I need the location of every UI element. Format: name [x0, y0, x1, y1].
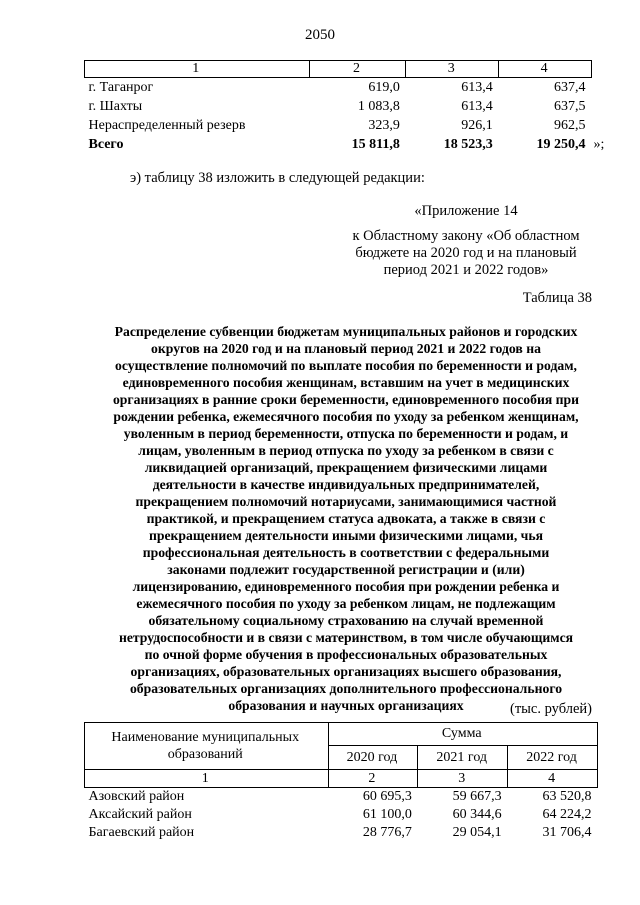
amount-2020: 60 695,3	[362, 789, 412, 804]
municipality-name: Аксайский район	[88, 807, 192, 822]
table-header-row	[85, 723, 598, 746]
amount-2021: 613,4	[461, 80, 493, 95]
column-number: 2	[328, 770, 418, 788]
units-label: (тыс. рублей)	[510, 701, 592, 717]
total-2022-value: 19 250,4	[536, 137, 586, 152]
total-2021: 18 523,3	[443, 137, 493, 152]
title-line: Распределение субвенции бюджетам муниципальных районов и городских	[114, 324, 578, 339]
amount-2021: 926,1	[461, 118, 493, 133]
title-line: прекращением деятельности иными физическими лицами, чья	[148, 528, 544, 543]
title-line: единовременного пособия женщинам, вставшим на учет в медицинских	[122, 375, 570, 390]
title-line: обязательному социальному страхованию на случай временной	[148, 613, 544, 628]
table-row	[85, 78, 592, 98]
municipality-name: Багаевский район	[88, 825, 195, 840]
title-line: уволенным в период беременности, отпуска по беременности и родам, и	[123, 426, 569, 441]
title-line: практикой, и прекращением статуса адвоката, а также в связи с	[146, 511, 546, 526]
year-header: 2021 год	[418, 746, 508, 770]
table-row	[85, 97, 592, 116]
table-row	[85, 806, 598, 824]
budget-table-continued	[84, 60, 605, 154]
amount-2020: 1 083,8	[357, 99, 400, 114]
amount-2022: 64 224,2	[542, 807, 592, 822]
appendix-title: «Приложение 14	[414, 203, 518, 219]
sum-column-header: Сумма	[328, 723, 597, 746]
amount-2020: 28 776,7	[362, 825, 412, 840]
appendix-line: бюджете на 2020 год и на плановый	[355, 245, 577, 261]
appendix-line: период 2021 и 2022 годов»	[383, 262, 549, 278]
amount-2022: 637,4	[554, 80, 586, 95]
page-number: 2050	[305, 27, 335, 43]
column-number-header: 4	[499, 61, 592, 78]
municipality-name: г. Шахты	[88, 99, 143, 114]
municipality-name: Азовский район	[88, 789, 185, 804]
amount-2022: 31 706,4	[542, 825, 592, 840]
total-row	[85, 135, 592, 154]
column-number-header: 3	[406, 61, 499, 78]
amount-2021: 59 667,3	[452, 789, 502, 804]
amount-2020: 619,0	[368, 80, 400, 95]
title-line: ликвидацией организаций, прекращением физическими лицами	[144, 460, 548, 475]
title-line: организациях в ранние сроки беременности, единовременного пособия при	[112, 392, 580, 407]
column-numbers-row	[85, 770, 598, 788]
appendix-line: к Областному закону «Об областном	[352, 228, 580, 244]
column-number-header: 2	[309, 61, 406, 78]
title-line: образования и научных организациях	[228, 698, 464, 713]
amount-2021: 613,4	[461, 99, 493, 114]
title-line: нетрудоспособности и в связи с материнством, в том числе обучающимся	[118, 630, 574, 645]
year-header: 2022 год	[508, 746, 598, 770]
table-number: Таблица 38	[522, 290, 592, 306]
column-number: 3	[418, 770, 508, 788]
title-line: образовательных организациях дополнительного профессионального	[129, 681, 563, 696]
title-line: рождении ребенка, ежемесячного пособия по уходу за ребенком женщинам,	[113, 409, 579, 424]
amount-2022: 962,5	[554, 118, 586, 133]
title-line: осуществление полномочий по выплате пособия по беременности и родам,	[115, 358, 577, 373]
municipality-column-header: Наименование муниципальных образований	[85, 723, 329, 770]
title-line: организациях, образовательных организациях высшего образования,	[130, 664, 562, 679]
title-line: ежемесячного пособия по уходу за ребенком лицам, не подлежащим	[136, 596, 556, 611]
amount-2022: 63 520,8	[542, 789, 592, 804]
total-2020: 15 811,8	[351, 137, 400, 152]
total-label: Всего	[88, 137, 124, 152]
title-line: лицам, уволенным в период отпуска по уходу за ребенком в связи с	[138, 443, 554, 458]
title-line: законами подлежит государственной регистрации и (или)	[167, 562, 525, 577]
title-line: по очной форме обучения в профессиональных образовательных	[144, 647, 548, 662]
title-line: профессиональная деятельность в соответствии с федеральными	[142, 545, 550, 560]
title-line: лицензированию, единовременного пособия при рождении ребенка и	[132, 579, 560, 594]
table-row	[85, 824, 598, 842]
year-header: 2020 год	[328, 746, 418, 770]
table-row	[85, 116, 592, 135]
column-number: 1	[85, 770, 329, 788]
municipality-name: г. Таганрог	[88, 80, 154, 95]
table-title	[84, 323, 608, 714]
amendment-paragraph: э) таблицу 38 изложить в следующей редакции:	[130, 170, 425, 186]
amount-2021: 29 054,1	[452, 825, 502, 840]
title-line: деятельности в качестве индивидуальных предпринимателей,	[152, 477, 540, 492]
amount-2021: 60 344,6	[452, 807, 502, 822]
table-row	[85, 788, 598, 807]
amount-2020: 61 100,0	[362, 807, 412, 822]
municipality-name: Нераспределенный резерв	[88, 118, 246, 133]
table-header-row	[85, 61, 592, 78]
column-number-header: 1	[85, 61, 310, 78]
title-line: округов на 2020 год и на плановый период 2021 и 2022 годов на	[151, 341, 541, 356]
subvention-table	[84, 722, 598, 842]
title-line: прекращением полномочий нотариусами, занимающимися частной	[135, 494, 557, 509]
total-2022	[499, 135, 605, 154]
amount-2022: 637,5	[554, 99, 586, 114]
closing-quote-suffix: »;	[593, 137, 605, 152]
column-number: 4	[508, 770, 598, 788]
amount-2020: 323,9	[368, 118, 400, 133]
